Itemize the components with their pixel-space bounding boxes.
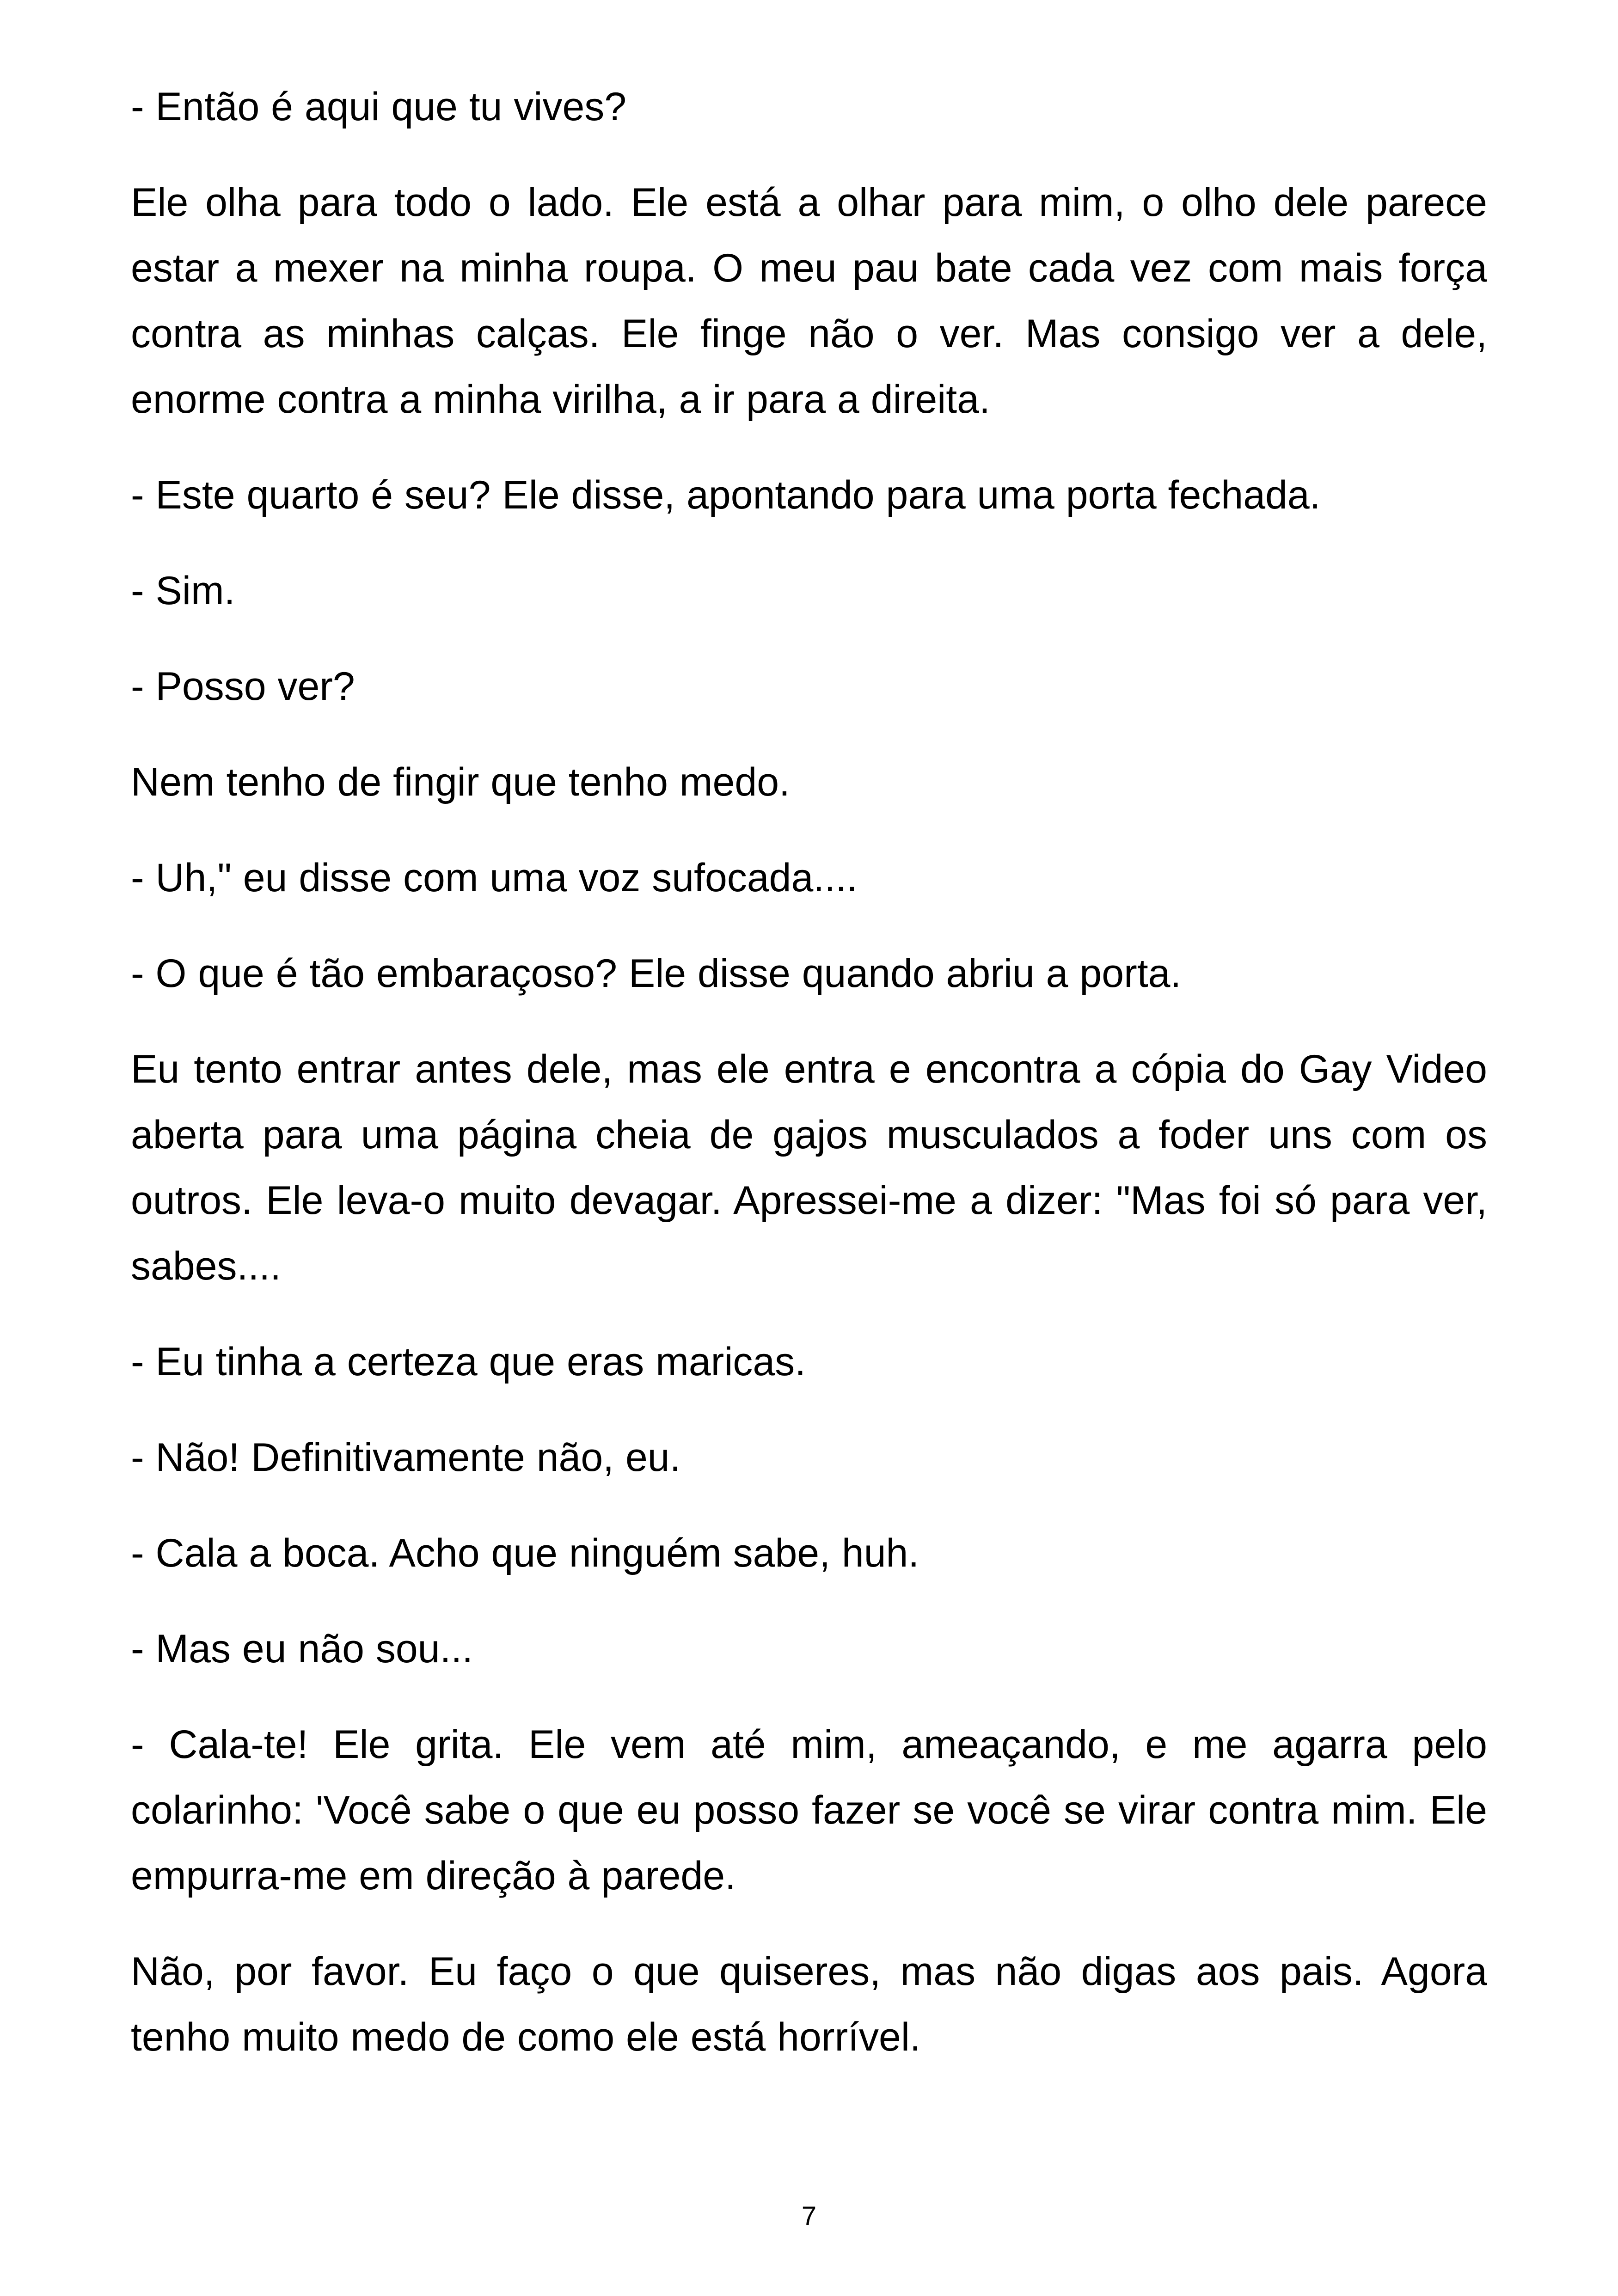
paragraph-8: - O que é tão embaraçoso? Ele disse quando abriu a porta. <box>131 951 1182 996</box>
paragraph-7: - Uh," eu disse com uma voz sufocada.... <box>131 856 858 900</box>
page-number: 7 <box>801 2201 817 2231</box>
paragraph-11: - Não! Definitivamente não, eu. <box>131 1435 681 1480</box>
paragraph-6: Nem tenho de fingir que tenho medo. <box>131 760 790 804</box>
paragraph-5: - Posso ver? <box>131 664 355 709</box>
paragraph-14: - Cala-te! Ele grita. Ele vem até mim, ameaçando, e me agarra pelo colarinho: 'Você sabe o que eu posso fazer se você se virar contra mim. Ele empurra-me em direção à parede. <box>131 1722 1487 1898</box>
text-body <box>131 74 1487 2100</box>
paragraph-3: - Este quarto é seu? Ele disse, apontando para uma porta fechada. <box>131 473 1321 517</box>
paragraph-1: - Então é aqui que tu vives? <box>131 85 627 129</box>
paragraph-9: Eu tento entrar antes dele, mas ele entra e encontra a cópia do Gay Video aberta para uma página cheia de gajos musculados a foder uns com os outros. Ele leva-o muito devagar. Apressei-me a dizer: "Mas foi só para ver, sabes.... <box>131 1047 1487 1288</box>
paragraph-12: - Cala a boca. Acho que ninguém sabe, huh. <box>131 1531 919 1575</box>
paragraph-2: Ele olha para todo o lado. Ele está a olhar para mim, o olho dele parece estar a mexer na minha roupa. O meu pau bate cada vez com mais força contra as minhas calças. Ele finge não o ver. Mas consigo ver a dele, enorme contra a minha virilha, a ir para a direita. <box>131 180 1487 422</box>
paragraph-13: - Mas eu não sou... <box>131 1627 473 1671</box>
paragraph-15: Não, por favor. Eu faço o que quiseres, mas não digas aos pais. Agora tenho muito medo de como ele está horrível. <box>131 1949 1487 2059</box>
paragraph-10: - Eu tinha a certeza que eras maricas. <box>131 1340 806 1384</box>
paragraph-4: - Sim. <box>131 569 235 613</box>
